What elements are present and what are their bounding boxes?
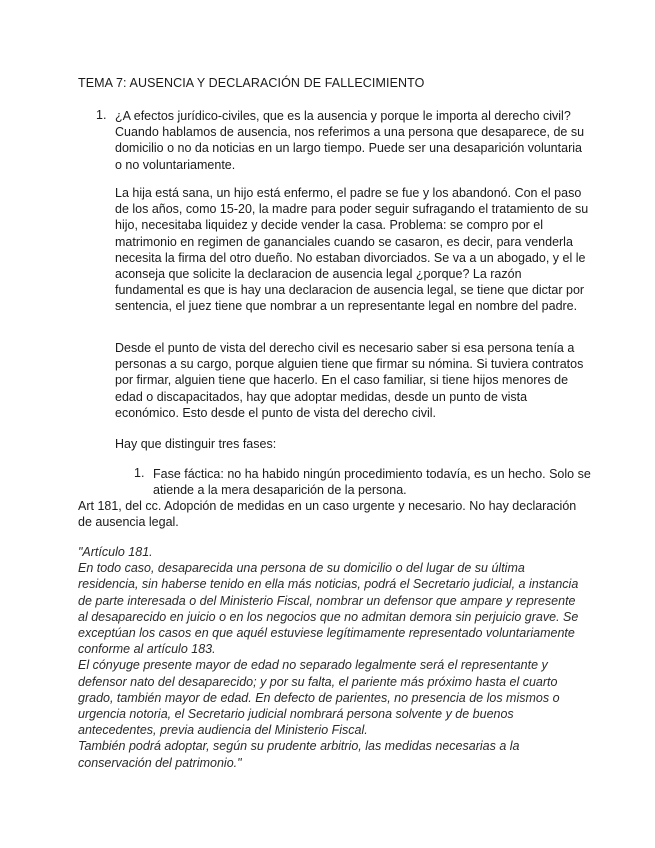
- civil-law-paragraph-text: Desde el punto de vista del derecho civil es necesario saber si esa persona tenía a personas a su cargo, porque alguien tiene que firmar su nómina. Si tuviera contratos por firmar, alguien tiene que hacerlo. En el caso familiar, si tiene hijos menores de edad o discapacitados, hay que adoptar medidas, desde un punto de vista económico. Esto desde el punto de vista del derecho civil.: [115, 341, 584, 420]
- quote-heading: "Artículo 181.: [78, 545, 153, 559]
- civil-law-paragraph: [115, 340, 590, 421]
- phase-item: [153, 466, 593, 498]
- phase-number: 1.: [134, 466, 145, 480]
- example-paragraph-text: La hija está sana, un hijo está enfermo, el padre se fue y los abandonó. Con el paso de los años, como 15-20, la madre para poder seguir sufragando el tratamiento de su hijo, necesitaba liquidez y decide vender la casa. Problema: se compro por el matrimonio en regimen de gananciales cuando se casaron, es decir, para venderla necesita la firma del otro dueño. No estaban divorciados. Se va a un abogado, y el le aconseja que solicite la declaracion de ausencia legal ¿porque? La razón fundamental es que is hay una declaracion de ausencia legal, se tiene que dictar por sentencia, el juez tiene que nombrar a un representante legal en nombre del padre.: [115, 186, 589, 314]
- quote-paragraph-2: El cónyuge presente mayor de edad no separado legalmente será el representante y defensor nato del desaparecido; y por su falta, el pariente más próximo hasta el cuarto grado, también mayor de edad. En defecto de parientes, no presencia de los mismos o urgencia notoria, el Secretario judicial nombrará persona solvente y de buenos antecedentes, previa audiencia del Ministerio Fiscal.: [78, 658, 560, 738]
- question-paragraph: ¿A efectos jurídico-civiles, que es la ausencia y porque le importa al derecho civil? Cuando hablamos de ausencia, nos referimos a una persona que desaparece, de su domicilio o no da noticias en un largo tiempo. Puede ser una desaparición voluntaria o no voluntariamente.: [115, 109, 585, 172]
- document-title: TEMA 7: AUSENCIA Y DECLARACIÓN DE FALLECIMIENTO: [78, 76, 425, 90]
- article-quote: [78, 544, 580, 771]
- quote-paragraph-3: También podrá adoptar, según su prudente arbitrio, las medidas necesarias a la conservación del patrimonio.": [78, 739, 520, 770]
- quote-paragraph-1: En todo caso, desaparecida una persona de su domicilio o del lugar de su última residencia, sin haberse tenido en ella más noticias, podrá el Secretario judicial, a instancia de parte interesada o del Ministerio Fiscal, nombrar un defensor que ampare y represente al desaparecido en juicio o en los negocios que no admitan demora sin perjuicio grave. Se exceptúan los casos en que aquél estuviese legítimamente representado voluntariamente conforme al artículo 183.: [78, 561, 579, 657]
- phases-intro-text: Hay que distinguir tres fases:: [115, 437, 277, 451]
- phases-intro: [115, 436, 590, 452]
- example-paragraph: [115, 185, 590, 315]
- question-number: 1.: [96, 108, 107, 122]
- phase-text: Fase fáctica: no ha habido ningún procedimiento todavía, es un hecho. Solo se atiende a la mera desaparición de la persona.: [153, 467, 591, 498]
- article-reference-text: Art 181, del cc. Adopción de medidas en un caso urgente y necesario. No hay declaración de ausencia legal.: [78, 499, 577, 530]
- article-reference: [78, 498, 578, 530]
- question-text: [115, 108, 585, 173]
